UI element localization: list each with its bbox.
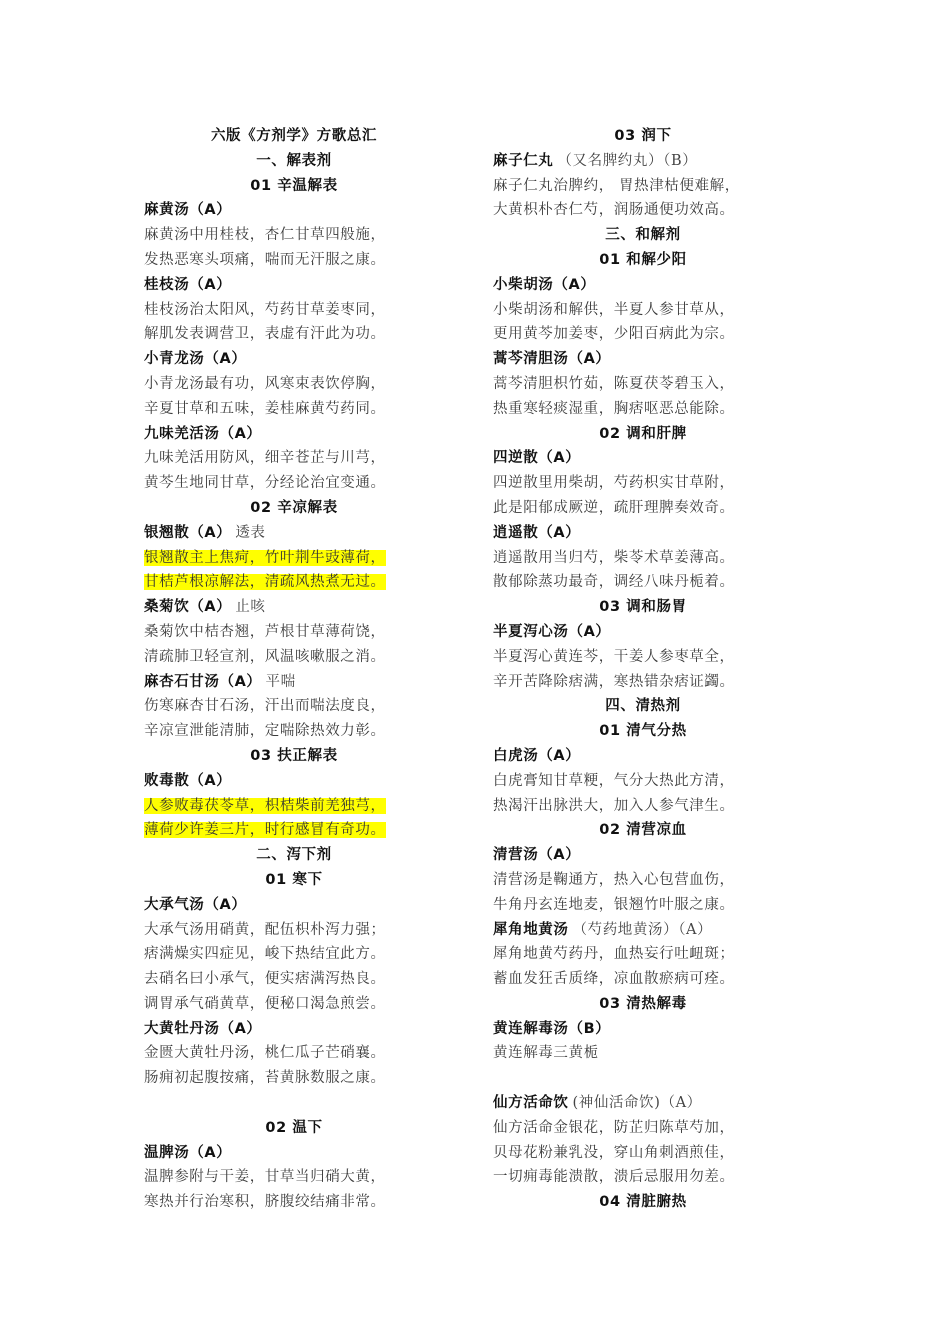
verse-text: 银翘散主上焦疴，竹叶荆牛豉薄荷，: [144, 549, 386, 566]
verse-text: 贝母花粉兼乳没，穿山角刺酒煎佳，: [493, 1144, 735, 1161]
section-heading: 六版《方剂学》方歌总汇: [210, 128, 378, 144]
verse-line: [144, 967, 444, 992]
formula-name: 逍遥散（A）: [493, 524, 581, 541]
verse-line: [144, 942, 444, 967]
verse-line: [144, 694, 444, 719]
verse-text: 薄荷少许姜三片，时行感冒有奇功。: [144, 822, 386, 839]
verse-text: 小青龙汤最有功，风寒束表饮停胸，: [144, 375, 386, 392]
verse-line: [493, 1116, 793, 1141]
verse-line: [144, 397, 444, 422]
formula-title: [144, 521, 444, 546]
verse-line: [144, 1190, 444, 1215]
formula-name: 黄连解毒汤（B）: [493, 1020, 611, 1037]
formula-name: 小柴胡汤（A）: [493, 276, 596, 293]
formula-title: [144, 347, 444, 372]
verse-text: 痞满燥实四症见，峻下热结宜此方。: [144, 946, 386, 963]
formula-name: 银翘散（A）: [144, 524, 232, 541]
verse-text: 一切痈毒能溃散，溃后忌服用勿差。: [493, 1169, 735, 1186]
formula-note: (神仙活命饮)（A）: [572, 1095, 702, 1112]
formula-title: [493, 744, 793, 769]
verse-line: [144, 223, 444, 248]
formula-title: [144, 595, 444, 620]
verse-text: 辛开苦降除痞满，寒热错杂痞证蠲。: [493, 673, 735, 690]
verse-text: 温脾参附与干姜，甘草当归硝大黄，: [144, 1169, 386, 1186]
section-heading: 02 调和肝脾: [599, 425, 687, 442]
verse-text: 逍遥散用当归芍，柴苓术草姜薄高。: [493, 549, 735, 566]
section-heading: 01 和解少阳: [599, 251, 687, 268]
verse-text: 小柴胡汤和解供，半夏人参甘草从，: [493, 301, 735, 318]
verse-line: [493, 942, 793, 967]
section-heading: 四、清热剂: [605, 698, 681, 715]
formula-name: 麻杏石甘汤（A）: [144, 673, 262, 690]
highlighted-verse-line: [144, 818, 444, 843]
verse-text: 半夏泻心黄连芩，干姜人参枣草全，: [493, 648, 735, 665]
verse-line: [144, 918, 444, 943]
section-heading: 03 扶正解表: [250, 747, 338, 764]
verse-line: [144, 248, 444, 273]
formula-title: [493, 347, 793, 372]
formula-title: [144, 273, 444, 298]
formula-note: （又名脾约丸）（B）: [557, 152, 698, 169]
verse-line: [493, 397, 793, 422]
highlighted-verse-line: [144, 570, 444, 595]
section-heading: 01 辛温解表: [250, 177, 338, 194]
formula-title: [493, 149, 793, 174]
section-heading: 一、解表剂: [256, 152, 332, 169]
verse-line: [144, 992, 444, 1017]
formula-note: 平喘: [265, 673, 296, 690]
verse-text: 调胃承气硝黄草，便秘口渴急煎尝。: [144, 995, 386, 1012]
formula-name: 仙方活命饮: [493, 1095, 569, 1112]
verse-text: 犀角地黄芍药丹，血热妄行吐衄斑；: [493, 946, 735, 963]
verse-line: [493, 1141, 793, 1166]
highlighted-verse-line: [144, 794, 444, 819]
verse-text: 肠痈初起腹按痛，苔黄脉数服之康。: [144, 1070, 386, 1087]
verse-text: 去硝名曰小承气，便实痞满泻热良。: [144, 971, 386, 988]
verse-text: 伤寒麻杏甘石汤，汗出而喘法度良，: [144, 698, 386, 715]
verse-text: 清疏肺卫轻宣剂，风温咳嗽服之消。: [144, 648, 386, 665]
formula-name: 大承气汤（A）: [144, 896, 247, 913]
verse-text: 黄连解毒三黄栀: [493, 1045, 599, 1062]
verse-line: [493, 471, 793, 496]
verse-text: 清营汤是鞠通方，热入心包营血伤，: [493, 871, 735, 888]
verse-text: 白虎膏知甘草粳，气分大热此方清，: [493, 772, 735, 789]
formula-title: [144, 1017, 444, 1042]
verse-line: [493, 794, 793, 819]
formula-title: [144, 769, 444, 794]
formula-name: 犀角地黄汤: [493, 921, 569, 938]
formula-name: 白虎汤（A）: [493, 747, 581, 764]
verse-line: [144, 322, 444, 347]
verse-line: [144, 471, 444, 496]
verse-line: [493, 322, 793, 347]
verse-line: [493, 174, 793, 199]
formula-note: 止咳: [235, 599, 266, 616]
verse-line: [493, 670, 793, 695]
verse-text: 更用黄芩加姜枣，少阳百病此为宗。: [493, 326, 735, 343]
highlighted-verse-line: [144, 546, 444, 571]
verse-line: [493, 645, 793, 670]
right-column: [493, 124, 793, 1215]
formula-title: [493, 273, 793, 298]
verse-text: 黄芩生地同甘草，分经论治宜变通。: [144, 475, 386, 492]
verse-text: 人参败毒茯苓草，枳桔柴前羌独芎，: [144, 797, 386, 814]
section-heading: 04 清脏腑热: [599, 1194, 687, 1211]
verse-text: 九味羌活用防风，细辛苍芷与川芎，: [144, 450, 386, 467]
blank-line: [493, 1066, 793, 1091]
verse-line: [144, 1165, 444, 1190]
verse-text: 仙方活命金银花，防芷归陈草芍加，: [493, 1119, 735, 1136]
verse-text: 桂枝汤治太阳风，芍药甘草姜枣同，: [144, 301, 386, 318]
blank-line: [144, 1091, 444, 1116]
verse-text: 散郁除蒸功最奇，调经八味丹栀着。: [493, 574, 735, 591]
formula-name: 麻黄汤（A）: [144, 202, 232, 219]
verse-text: 四逆散里用柴胡，芍药枳实甘草附，: [493, 475, 735, 492]
formula-name: 四逆散（A）: [493, 450, 581, 467]
verse-line: [493, 1041, 793, 1066]
formula-name: 桑菊饮（A）: [144, 599, 232, 616]
verse-line: [493, 198, 793, 223]
formula-name: 半夏泻心汤（A）: [493, 623, 611, 640]
verse-text: 蓄血发狂舌质绛，凉血散瘀病可痊。: [493, 971, 735, 988]
formula-title: [144, 893, 444, 918]
section-heading: 二、泻下剂: [256, 847, 332, 864]
formula-name: 桂枝汤（A）: [144, 276, 232, 293]
section-heading: 02 辛凉解表: [250, 499, 338, 516]
verse-line: [144, 446, 444, 471]
formula-name: 温脾汤（A）: [144, 1144, 232, 1161]
formula-title: [144, 422, 444, 447]
verse-text: 甘桔芦根凉解法，清疏风热煮无过。: [144, 574, 386, 591]
verse-text: 桑菊饮中桔杏翘，芦根甘草薄荷饶，: [144, 623, 386, 640]
section-heading: 03 清热解毒: [599, 995, 687, 1012]
verse-text: 金匮大黄牡丹汤，桃仁瓜子芒硝襄。: [144, 1045, 386, 1062]
formula-title: [493, 1017, 793, 1042]
verse-line: [144, 620, 444, 645]
verse-line: [493, 496, 793, 521]
formula-title: [493, 446, 793, 471]
section-heading: 03 润下: [614, 128, 672, 144]
section-heading: 03 调和肠胃: [599, 599, 687, 616]
verse-text: 热渴汗出脉洪大，加入人参气津生。: [493, 797, 735, 814]
verse-line: [493, 769, 793, 794]
verse-text: 牛角丹玄连地麦，银翘竹叶服之康。: [493, 896, 735, 913]
verse-text: 辛夏甘草和五味，姜桂麻黄芍药同。: [144, 400, 386, 417]
formula-title: [493, 521, 793, 546]
verse-text: 寒热并行治寒积，脐腹绞结痛非常。: [144, 1194, 386, 1211]
formula-title: [493, 843, 793, 868]
left-column: [144, 124, 444, 1215]
formula-name: 小青龙汤（A）: [144, 351, 247, 368]
formula-title: [144, 1141, 444, 1166]
verse-text: 麻黄汤中用桂枝，杏仁甘草四般施，: [144, 227, 386, 244]
formula-note: （芍药地黄汤）（A）: [572, 921, 713, 938]
section-heading: 三、和解剂: [605, 227, 681, 244]
formula-title: [493, 918, 793, 943]
verse-text: 辛凉宣泄能清肺，定喘除热效力彰。: [144, 723, 386, 740]
formula-name: 大黄牡丹汤（A）: [144, 1020, 262, 1037]
formula-name: 麻子仁丸: [493, 152, 554, 169]
formula-title: [493, 620, 793, 645]
verse-text: 解肌发表调营卫，表虚有汗此为功。: [144, 326, 386, 343]
verse-line: [493, 893, 793, 918]
verse-line: [493, 570, 793, 595]
verse-text: 大承气汤用硝黄，配伍枳朴泻力强；: [144, 921, 386, 938]
formula-note: 透表: [235, 524, 266, 541]
verse-line: [144, 372, 444, 397]
section-heading: 01 清气分热: [599, 723, 687, 740]
verse-line: [144, 298, 444, 323]
formula-name: 败毒散（A）: [144, 772, 232, 789]
verse-line: [493, 967, 793, 992]
verse-text: 大黄枳朴杏仁芍，润肠通便功效高。: [493, 202, 735, 219]
verse-text: 此是阳郁成厥逆，疏肝理脾奏效奇。: [493, 499, 735, 516]
verse-line: [144, 645, 444, 670]
verse-line: [493, 1165, 793, 1190]
formula-name: 蒿芩清胆汤（A）: [493, 351, 611, 368]
verse-line: [144, 719, 444, 744]
verse-line: [493, 868, 793, 893]
section-heading: 01 寒下: [265, 871, 323, 888]
section-heading: 02 温下: [265, 1119, 323, 1136]
verse-line: [493, 298, 793, 323]
verse-text: 蒿芩清胆枳竹茹，陈夏茯苓碧玉入，: [493, 375, 735, 392]
verse-text: 麻子仁丸治脾约， 胃热津枯便难解，: [493, 177, 740, 194]
formula-name: 清营汤（A）: [493, 847, 581, 864]
verse-text: 热重寒轻痰湿重，胸痞呕恶总能除。: [493, 400, 735, 417]
verse-line: [144, 1066, 444, 1091]
formula-name: 九味羌活汤（A）: [144, 425, 262, 442]
verse-line: [144, 1041, 444, 1066]
formula-title: [493, 1091, 793, 1116]
verse-text: 发热恶寒头项痛，喘而无汗服之康。: [144, 251, 386, 268]
section-heading: 02 清营凉血: [599, 822, 687, 839]
formula-title: [144, 670, 444, 695]
formula-title: [144, 198, 444, 223]
verse-line: [493, 372, 793, 397]
verse-line: [493, 546, 793, 571]
